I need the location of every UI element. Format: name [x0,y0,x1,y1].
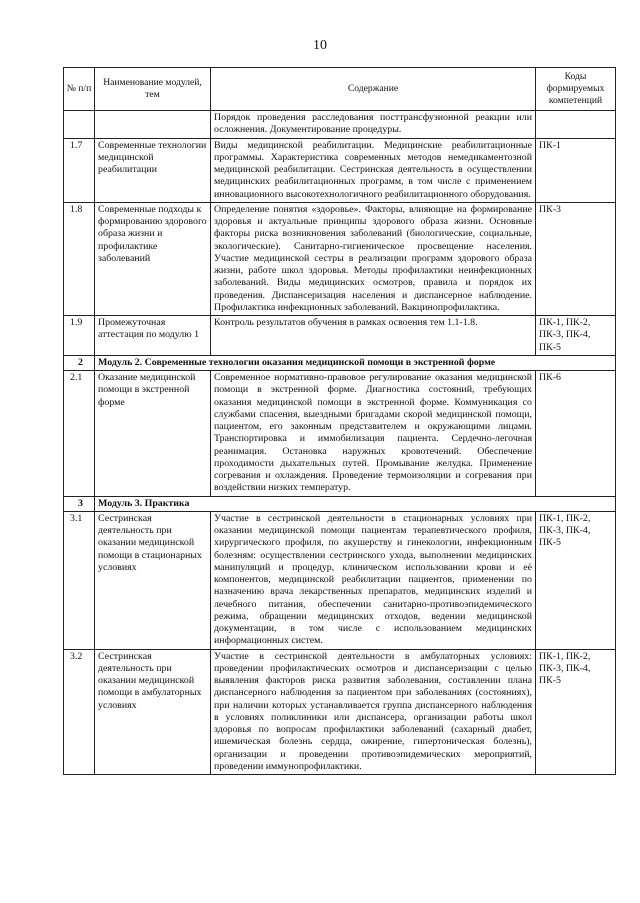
module-title: Модуль 2. Современные технологии оказания медицинской помощи в экстренной форме [95,355,616,370]
header-content: Содержание [211,68,536,111]
row-competency-codes: ПК-1, ПК-2, ПК-3, ПК-4, ПК-5 [536,511,616,649]
table-body [64,111,616,775]
row-competency-codes: ПК-1 [536,138,616,202]
row-number [64,111,95,139]
row-module-name [95,111,211,139]
row-module-name: Сестринская деятельность при оказании медицинской помощи в амбулаторных условиях [95,649,211,775]
curriculum-table [63,67,616,775]
row-competency-codes: ПК-3 [536,202,616,315]
page-number: 10 [313,38,327,53]
module-number: 2 [64,355,95,370]
row-number: 1.9 [64,316,95,356]
row-content: Контроль результатов обучения в рамках освоения тем 1.1-1.8. [211,316,536,356]
row-competency-codes [536,111,616,139]
table-row [64,371,616,497]
table-header-row [64,68,616,111]
row-number: 1.8 [64,202,95,315]
table-row [64,111,616,139]
row-number: 1.7 [64,138,95,202]
table-row [64,316,616,356]
row-module-name: Современные технологии медицинской реабилитации [95,138,211,202]
module-header-row [64,355,616,370]
table-row [64,202,616,315]
row-module-name: Современные подходы к формированию здорового образа жизни и профилактике заболеваний [95,202,211,315]
table-row [64,511,616,649]
row-number: 3.1 [64,511,95,649]
row-competency-codes: ПК-6 [536,371,616,497]
row-module-name: Промежуточная аттестация по модулю 1 [95,316,211,356]
module-header-row [64,496,616,511]
row-content: Участие в сестринской деятельности в стационарных условиях при оказании медицинской помощи пациентам терапевтического профиля, хирургического профиля, по акушерству и гинекологии, инфекционным болезням: осуществлении сестринского ухода, выполнении медицинских манипуляций и процедур, клиническом использовании крови и её компонентов, медицинской реабилитации пациентов, применении по назначению врача лекарственных препаратов, медицинских изделий и лечебного питания, обеспечении санитарно-противоэпидемического режима, обращении медицинских отходов, ведении медицинской документации, в том числе с использованием медицинских информационных систем. [211,511,536,649]
table-row [64,649,616,775]
header-competency-codes: Коды формируемых компетенций [536,68,616,111]
row-content: Участие в сестринской деятельности в амбулаторных условиях: проведении профилактических осмотров и диспансеризации с целью выявления факторов риска развития заболевания, составлении плана диспансерного наблюдения за пациентом при заболеваниях (состояниях), при наличии которых устанавливается группа диспансерного наблюдения в условиях поликлиники или диспансера, организации работы школ здоровья по вопросам профилактики заболеваний (сахарный диабет, ишемическая болезнь сердца, ожирение, гипертоническая болезнь), организации и проведении противоэпидемических мероприятий, проведении иммунопрофилактики. [211,649,536,775]
row-number: 3.2 [64,649,95,775]
row-content: Определение понятия «здоровье». Факторы, влияющие на формирование здоровья и актуальные принципы здорового образа жизни. Основные факторы риска возникновения заболеваний (биологические, социальные, экологические). Санитарно-гигиеническое просвещение населения. Участие медицинской сестры в реализации программ здорового образа жизни, работе школ здоровья. Методы профилактики неинфекционных заболеваний. Виды медицинских осмотров, правила и порядок их проведения. Диспансеризация населения и диспансерное наблюдение. Профилактика инфекционных заболеваний. Вакцинопрофилактика. [211,202,536,315]
row-content: Виды медицинской реабилитации. Медицинские реабилитационные программы. Характеристика современных методов немедикаментозной медицинской реабилитации. Сестринская деятельность в осуществлении медицинских реабилитационных программ, в том числе с применением инновационного высокотехнологичного реабилитационного оборудования. [211,138,536,202]
row-module-name: Оказание медицинской помощи в экстренной форме [95,371,211,497]
row-content: Порядок проведения расследования посттрансфузионной реакции или осложнения. Документирование процедуры. [211,111,536,139]
row-competency-codes: ПК-1, ПК-2, ПК-3, ПК-4, ПК-5 [536,316,616,356]
row-content: Современное нормативно-правовое регулирование оказания медицинской помощи в экстренной форме. Диагностика состояний, требующих оказания медицинской помощи в экстренной форме. Коммуникация со службами спасения, выездными бригадами скорой медицинской помощи, пациентом, его законным представителем и окружающими лицами. Транспортировка и иммобилизация пациента. Сердечно-легочная реанимация. Остановка наружных кровотечений. Обеспечение проходимости дыхательных путей. Промывание желудка. Применение согревания и охлаждения. Проведение термоизоляции и согревания при воздействии низких температур. [211,371,536,497]
row-competency-codes: ПК-1, ПК-2, ПК-3, ПК-4, ПК-5 [536,649,616,775]
module-number: 3 [64,496,95,511]
row-number: 2.1 [64,371,95,497]
header-module-name: Наименование модулей, тем [95,68,211,111]
header-number: № п/п [64,68,95,111]
row-module-name: Сестринская деятельность при оказании медицинской помощи в стационарных условиях [95,511,211,649]
module-title: Модуль 3. Практика [95,496,616,511]
table-row [64,138,616,202]
